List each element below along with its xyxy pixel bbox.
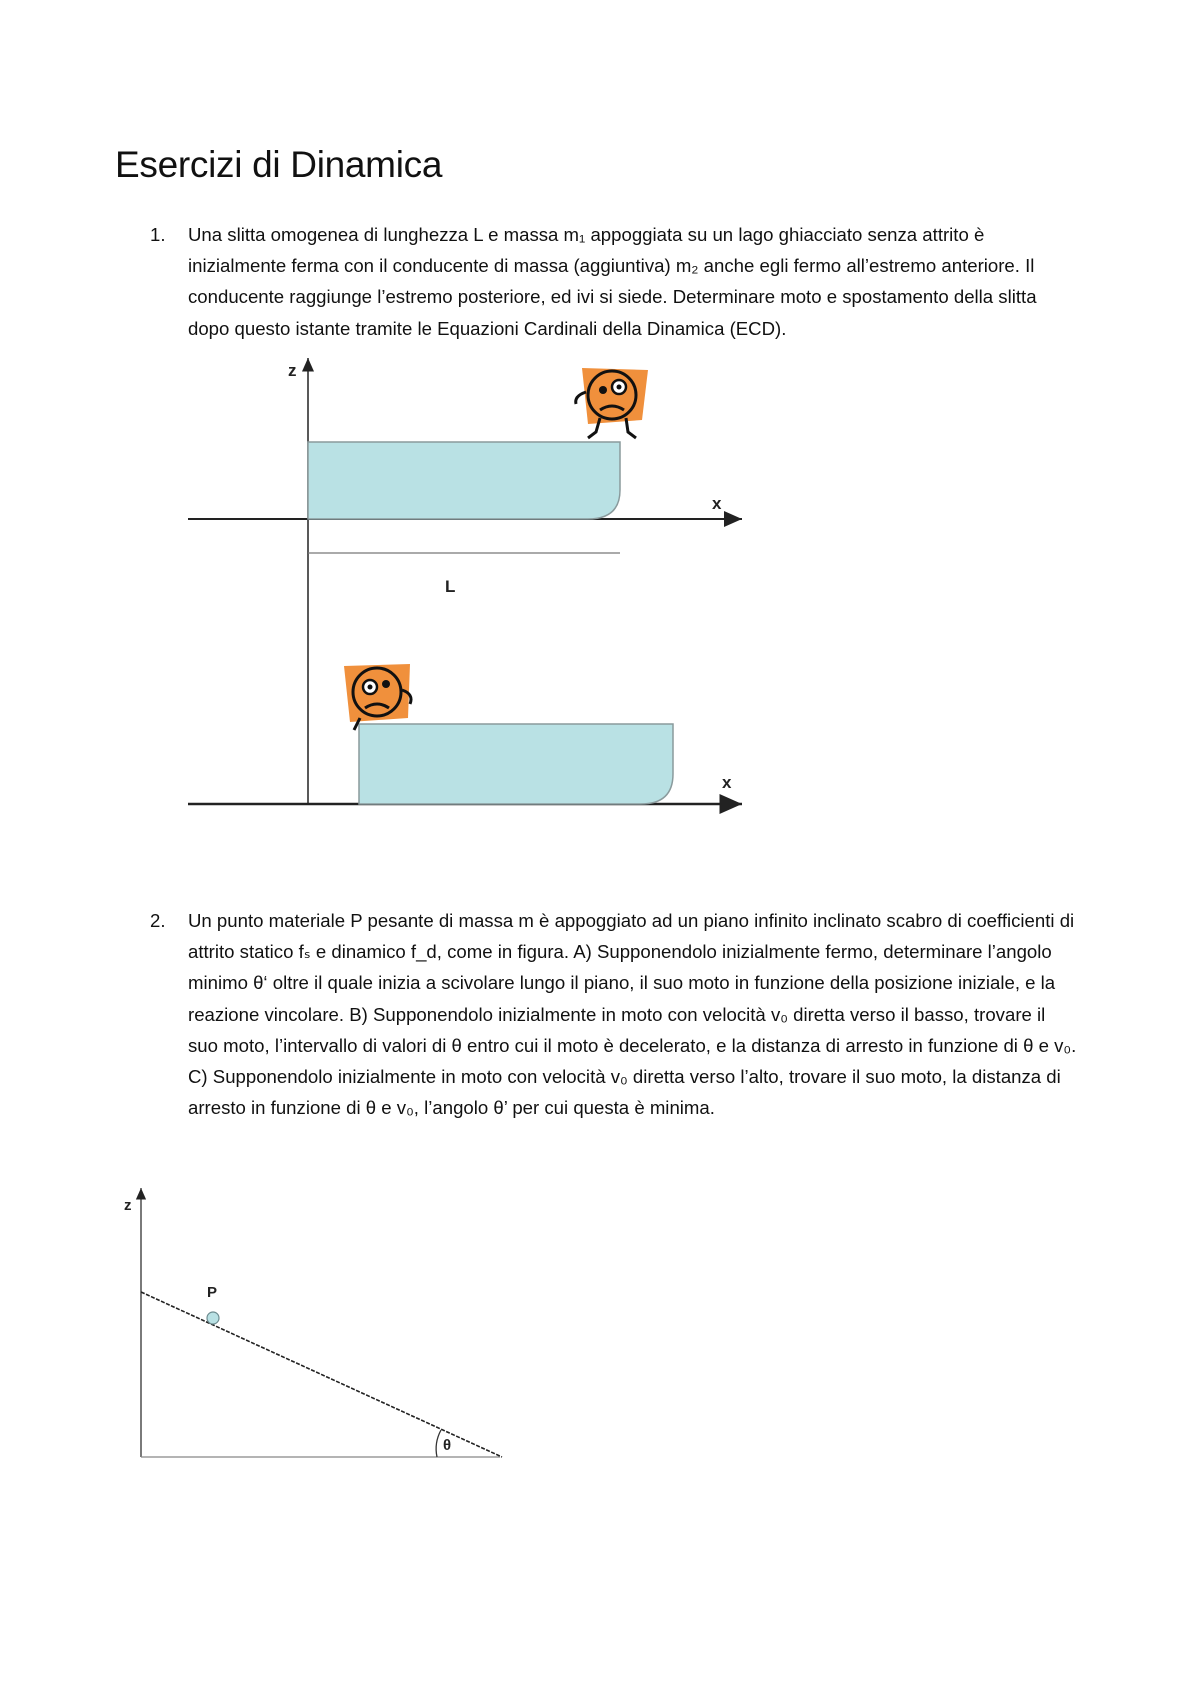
exercise-text: Un punto materiale P pesante di massa m è appoggiato ad un piano infinito inclinato scabro di coefficienti di attrito statico fₛ e dinamico f_d, come in figura. A) Supponendolo inizialmente fermo, determinare l’angolo minimo θ‘ oltre il quale inizia a scivolare lungo il piano, il suo moto in funzione della posizione iniziale, e la reazione vincolare. B) Supponendolo inizialmente in moto con velocità v₀ diretta verso il basso, trovare il suo moto, l’intervallo di valori di θ entro cui il moto è decelerato, e la distanza di arresto in funzione di θ e v₀. C) Supponendolo inizialmente in moto con velocità v₀ diretta verso l’alto, trovare il suo moto, la distanza di arresto in funzione di θ e v₀, l’angolo θ’ per cui questa è minima. [188,910,1077,1119]
z-axis-label: z [288,361,297,380]
point-p [207,1312,219,1324]
exercise-text: Una slitta omogenea di lunghezza L e massa m₁ appoggiata su un lago ghiacciato senza attrito è inizialmente ferma con il conducente di massa (aggiuntiva) m₂ anche egli fermo all’estremo anteriore. Il conducente raggiunge l’estremo posteriore, ed ivi si siede. Determinare moto e spostamento della slitta dopo questo istante tramite le Equazioni Cardinali della Dinamica (ECD). [188,224,1037,339]
angle-arc [436,1430,441,1457]
angle-label: θ [443,1437,452,1454]
exercise-number: 1. [150,224,166,245]
x-axis-bottom-label: x [722,773,732,792]
point-p-label: P [207,1284,218,1301]
incline-plane [141,1292,502,1457]
page-title: Esercizi di Dinamica [115,144,443,185]
length-label: L [445,577,456,596]
x-axis-top-label: x [712,494,722,513]
exercise-number: 2. [150,910,166,931]
z-axis-label: z [124,1197,132,1214]
